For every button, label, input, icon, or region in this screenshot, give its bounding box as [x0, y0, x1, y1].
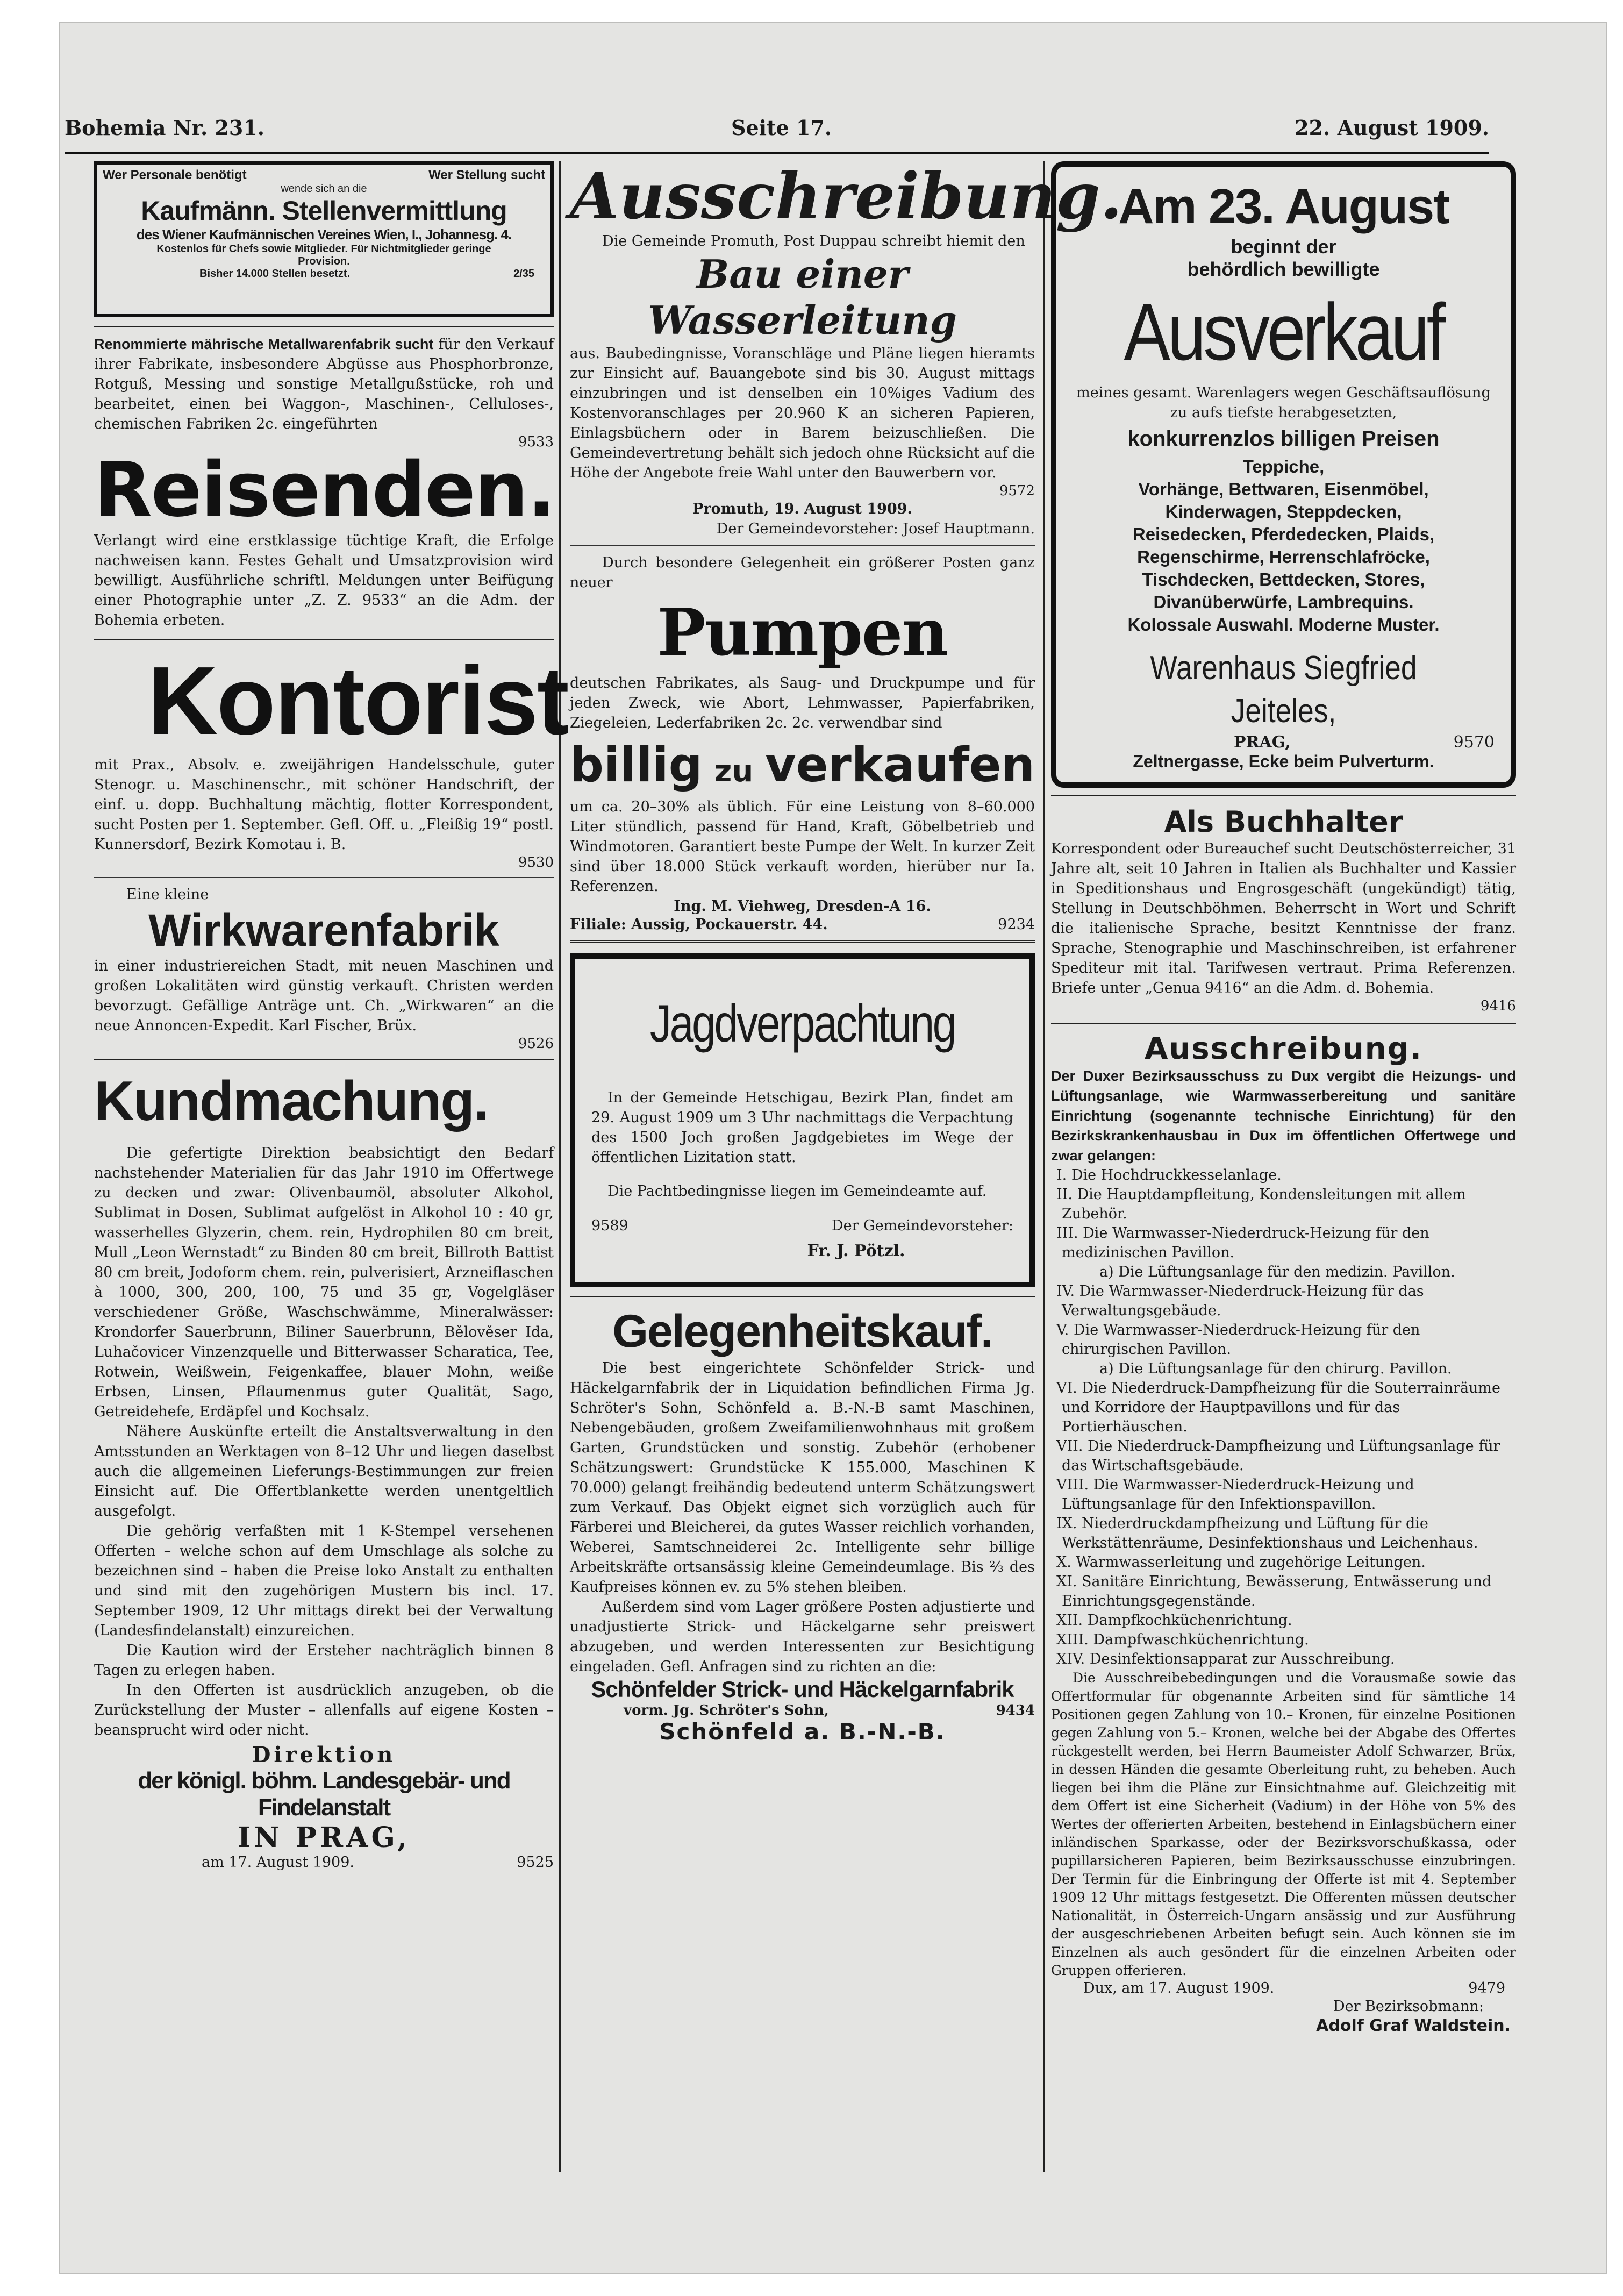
ad-text: Eine kleine [126, 886, 209, 903]
ad-signature: Der Gemeindevorsteher: [831, 1217, 1013, 1234]
ad-city: PRAG, [1234, 733, 1291, 752]
ad-text: In den Offerten ist ausdrücklich anzugeben, ob die Zurückstellung der Muster – allenfalls auf eigene Kosten – beansprucht wird oder nicht. [94, 1682, 554, 1738]
ad-number: 9570 [1453, 733, 1495, 752]
ad-number: 9416 [1480, 998, 1516, 1014]
ad-jagdverpachtung [570, 953, 1035, 1287]
header-center: Seite 17. [731, 116, 832, 140]
ad-gelegenheitskauf [570, 1304, 1035, 1745]
page-header [65, 116, 1489, 148]
ad-text: Der Duxer Bezirksausschuss zu Dux vergibt die Heizungs- und Lüftungsanlage, wie Warmwasserbereitung und sanitäre Einrichtung (sogenannte technische Einrichtung) für den Bezirkskrankenhausbau in Dux im öffentlichen Offertwege und zwar gelangen: [1051, 1068, 1516, 1164]
column-1 [94, 161, 568, 1871]
sale-item: Reisedecken, Pferdedecken, Plaids, [1132, 524, 1435, 544]
list-item: VI. Die Niederdruck-Dampfheizung für die Souterrainräume und Korridore der Hauptpavillons und für das Portierhäuschen. [1056, 1380, 1501, 1435]
list-item: III. Die Warmwasser-Niederdruck-Heizung für den medizinischen Pavillon. [1056, 1225, 1429, 1261]
ad-text: Die gefertigte Direktion beabsichtigt den Bedarf nachstehender Materialien für das Jahr 1910 im Offertwege zu decken und zwar: Olivenbaumöl, absoluter Alkohol, Sublimat in Dosen, Sublimat aufgelöst in Alkohol 10 : 40 gr, wasserhelles Glyzerin, chem. rein, Hydrophilen 80 cm breit, Mull „Leon Wernstadt“ zu Binden 80 cm breit, Billroth Battist 80 cm breit, Jodoform chem. rein, pulverisiert, Arzneiflaschen à 1000, 300, 200, 100, 75 und 35 gr, Vogelgläser verschiedener Größe, Waschschwämme, Mineralwässer: Krondorfer Sauerbrunn, Biliner Sauerbrunn, Bělověser Ida, Luhačovicer Vinzenzquelle und Bitterwasser Scharatica, Tee, Rotwein, Weißwein, Feigenkaffee, blauer Mohn, weiße Erbsen, Linsen, Pflaumenmus guter Qualität, Sago, Getreidehefe, Erdäpfel und Kochsalz. [94, 1145, 554, 1420]
ad-firm: Warenhaus Siegfried Jeiteles, [1150, 650, 1417, 730]
ad-text: des Wiener Kaufmännischen Vereines Wien, I., Johannesg. 4. [136, 226, 512, 243]
list-item: a) Die Lüftungsanlage für den chirurg. Pavillon. [1099, 1360, 1452, 1377]
ad-branch: Filiale: Aussig, Pockauerstr. 44. [570, 916, 828, 933]
column-divider-1 [559, 161, 561, 2172]
header-left: Bohemia Nr. 231. [65, 116, 265, 140]
ad-signature: Direktion [252, 1742, 396, 1767]
ad-text: Verlangt wird eine erstklassige tüchtige Kraft, die Erfolge nachweisen kann. Festes Gehalt und Umsatzprovision wird bewilligt. Ausführliche schriftl. Meldungen unter Beifügung einer Photographie unter „Z. Z. 9533“ an die Adm. der Bohemia erbeten. [94, 532, 554, 629]
ad-text: meines gesamt. Warenlagers wegen Geschäftsauflösung zu aufs tiefste herabgesetzten, [1076, 384, 1491, 421]
ad-text: Die gehörig verfaßten mit 1 K-Stempel versehenen Offerten – welche schon auf dem Umschlage als solche zu bezeichnen sind – haben die Preise loko Anstalt zu enthalten und sind mit den zugehörigen Mustern bis incl. 17. September 1909, 12 Uhr mittags direkt bei der Verwaltung (Landesfindelanstalt) einzureichen. [94, 1523, 554, 1639]
ad-text: Wer Stellung sucht [428, 168, 545, 182]
ad-date: Dux, am 17. August 1909. [1083, 1980, 1275, 1996]
ad-firm: Ing. M. Viehweg, Dresden-A 16. [674, 898, 931, 915]
ad-number: 9479 [1468, 1980, 1505, 1996]
ad-signature: Adolf Graf Waldstein. [1316, 2016, 1511, 2035]
ad-title: zu [714, 754, 754, 789]
column-divider-2 [1043, 161, 1045, 2172]
ad-wirkwarenfabrik [94, 885, 554, 1052]
ad-title: billig [570, 737, 703, 793]
sale-item: Kinderwagen, Steppdecken, [1165, 502, 1402, 522]
list-item: IV. Die Warmwasser-Niederdruck-Heizung für das Verwaltungsgebäude. [1056, 1283, 1424, 1319]
ad-ausschreibung-wasserleitung [570, 159, 1122, 539]
ad-text: Bisher 14.000 Stellen besetzt. [199, 268, 351, 280]
ad-number: 9572 [999, 483, 1035, 499]
ad-lead: Renommierte mährische Metallwarenfabrik sucht [94, 336, 434, 352]
ad-kundmachung [94, 1069, 554, 1871]
ad-text: in einer industriereichen Stadt, mit neuen Maschinen und großen Lokalitäten wird günstig verkauft. Christen werden bevorzugt. Gefällige Anträge unt. Ch. „Wirkwaren“ an die neue Annoncen-Expedit. Karl Fischer, Brüx. [94, 958, 554, 1034]
sale-item: Vorhänge, Bettwaren, Eisenmöbel, [1138, 479, 1429, 499]
ad-text: Durch besondere Gelegenheit ein größerer Posten ganz neuer [570, 554, 1035, 591]
list-item: X. Warmwasserleitung und zugehörige Leitungen. [1056, 1554, 1426, 1571]
ad-title: Kundmachung. [94, 1070, 488, 1132]
ad-title: Jagdverpachtung [649, 994, 955, 1053]
ad-place: Promuth, 19. August 1909. [692, 501, 912, 517]
ad-title: Als Buchhalter [1164, 805, 1403, 839]
list-item: VIII. Die Warmwasser-Niederdruck-Heizung und Lüftungsanlage für den Infektionspavillon. [1056, 1477, 1414, 1513]
ad-text: für den Verkauf ihrer Fabrikate, insbesondere Abgüsse aus Phosphorbronze, Rotguß, Messing und sonstige Metallgußstücke, roh und bearbeitet, einen bei Waggon-, Maschinen-, Celluloses-, chemischen Fabriken 2c. eingeführten [94, 336, 554, 432]
sale-item: Tischdecken, Bettdecken, Stores, [1142, 569, 1425, 589]
ad-title: Ausverkauf [1124, 287, 1443, 377]
list-item: XII. Dampfkochküchenrichtung. [1056, 1612, 1292, 1629]
ad-subtitle: behördlich bewilligte [1187, 258, 1380, 280]
ad-firm: Schönfelder Strick- und Häckelgarnfabrik [591, 1677, 1014, 1702]
ad-number: 9234 [998, 916, 1035, 933]
ad-text: wende sich an die [281, 183, 367, 195]
ad-number: 9530 [518, 854, 554, 871]
ad-text: Nähere Auskünfte erteilt die Anstaltsverwaltung in den Amtsstunden an Werktagen von 8–12 Uhr und liegen daselbst auch die allgemeinen Lieferungs-Bestimmungen zur freien Einsicht auf. Die Offertblankette werden unentgeltlich ausgefolgt. [94, 1423, 554, 1520]
ad-text: Die Ausschreibebedingungen und die Vorausmaße sowie das Offertformular für obgenannte Arbeiten sind für sämtliche 14 Positionen gegen Zahlung von 10.– Kronen, für einzelne Positionen gegen Zahlung von 5.– Kronen, welche bei der Abgabe des Offertes rückgestellt werden, bei Herrn Baumeister Adolf Schwarzer, Brüx, in dessen Händen die gesamte Oberleitung ruht, zu beheben. Auch liegen bei ihm die Pläne zur Einsichtnahme auf. Gleichzeitig mit dem Offert ist eine Sicherheit (Vadium) in der Höhe von 5% des Wertes der offerierten Arbeiten, bestehend in Einlagsbüchern einer inländischen Sparkasse, oder der Bezirksvorschußkassa, oder pupillarsicheren Papieren, beim Bezirksausschusse einzubringen. Der Termin für die Einbringung der Offerte ist mit 4. September 1909 12 Uhr mittags festgesetzt. Die Offerenten müssen deutscher Nationalität, in Österreich-Ungarn ansässig und zur Ausführung der ausgeschriebenen Arbeiten befugt sein. Auch können sie im Einzelnen als auch gesöndert für die einzelnen Arbeiten oder Gruppen offerieren. [1051, 1670, 1516, 1978]
ad-buchhalter [1051, 805, 1516, 1014]
header-right: 22. August 1909. [1295, 116, 1489, 140]
sale-item: Regenschirme, Herrenschlafröcke, [1137, 547, 1430, 567]
ad-number: 9434 [996, 1702, 1035, 1719]
ad-subtitle: Bau einer Wasserleitung [648, 251, 957, 343]
ad-signature: Fr. J. Pötzl. [807, 1242, 905, 1260]
list-item: XIII. Dampfwaschküchenrichtung. [1056, 1631, 1309, 1648]
list-item: VII. Die Niederdruck-Dampfheizung und Lüftungsanlage für das Wirtschaftsgebäude. [1056, 1438, 1500, 1474]
ad-text: aus. Baubedingnisse, Voranschläge und Pläne liegen hieramts zur Einsicht auf. Bauangebote sind bis 30. August mittags einzubringen und ist denselben ein 10%iges Vadium des Kostenvoranschlages per 20.960 K an sicheren Papieren, Einlagsbüchern oder in Barem beizuschließen. Die Gemeindevertretung behält sich jedoch ohne Rücksicht auf die Höhe der Angebote freie Wahl unter den Bauwerbern vor. [570, 345, 1035, 481]
ad-text: mit Prax., Absolv. e. zweijährigen Handelsschule, guter Stenogr. u. Maschinenschr., mit schöner Handschrift, der einf. u. dopp. Buchhaltung mächtig, flotter Korrespondent, sucht Posten per 1. September. Gefl. Off. u. „Fleißig 19“ postl. Kunnersdorf, Bezirk Komotau i. B. [94, 757, 554, 853]
ad-signature: IN PRAG, [237, 1821, 411, 1854]
ad-date: am 17. August 1909. [202, 1854, 354, 1871]
list-item: XIV. Desinfektionsapparat zur Ausschreibung. [1056, 1651, 1395, 1667]
ad-text: Kostenlos für Chefs sowie Mitglieder. Für Nichtmitglieder geringe Provision. [156, 243, 491, 267]
ad-text: Die Kaution wird der Ersteher nachträglich binnen 8 Tagen zu erlegen haben. [94, 1642, 554, 1679]
column-3 [1051, 161, 1516, 2035]
ad-ausschreibung-dux [1051, 1031, 1516, 2035]
ad-metallwarenfabrik [94, 334, 554, 630]
ad-text: Wer Personale benötigt [103, 168, 247, 182]
header-rule [65, 152, 1489, 154]
sale-item: Kolossale Auswahl. Moderne Muster. [1127, 615, 1440, 634]
list-item: V. Die Warmwasser-Niederdruck-Heizung für den chirurgischen Pavillon. [1056, 1322, 1420, 1358]
ad-subtitle: beginnt der [1231, 236, 1336, 258]
ad-signature: Der Bezirksobmann: [1333, 1998, 1484, 2015]
ad-lead: konkurrenzlos billigen Preisen [1127, 427, 1440, 451]
ad-number: 2/35 [513, 268, 534, 280]
ad-title: verkaufen [765, 737, 1035, 793]
sale-item: Teppiche, [1242, 457, 1325, 476]
ad-signature: der königl. böhm. Landesgebär- und Findelanstalt [138, 1767, 510, 1821]
ad-title: Ausschreibung. [1145, 1031, 1422, 1066]
ad-kontorist [94, 647, 568, 871]
ad-ausverkauf [1051, 161, 1516, 788]
ad-pumpen [570, 553, 1035, 933]
ad-text: Außerdem sind vom Lager größere Posten adjustierte und unadjustierte Strick- und Häckelgarne sehr preiswert abzugeben, und werden Interessenten zur Besichtigung eingeladen. Gefl. Anfragen sind zu richten an die: [570, 1599, 1035, 1675]
ad-title: Am 23. August [1118, 179, 1449, 234]
sale-item: Divanüberwürfe, Lambrequins. [1153, 592, 1414, 612]
ad-text: Die best eingerichtete Schönfelder Strick- und Häckelgarnfabrik der in Liquidation befindlichen Firma Jg. Schröter's Sohn, Schönfeld a. B.-N.-B samt Maschinen, Nebengebäuden, großem Zweifamilienwohnhaus mit großem Garten, Grundstücken und sonstig. Zubehör (erhobener Schätzungswert: Grundstücke K 155.000, Maschinen K 70.000) gelangt freihändig bedeutend unterm Schätzungswert zum Verkauf. Das Objekt eignet sich vorzüglich auch für Färberei und Bleicherei, da gutes Wasser reichlich vorhanden, Weberei, Samtschneiderei 2c. Intelligente sehr billige Arbeitskräfte ortsansässig kleine Gemeindeumlage. Bis ⅔ des Kaufpreises können ev. zu 5% stehen bleiben. [570, 1360, 1035, 1595]
ad-title: Wirkwarenfabrik [148, 905, 499, 956]
list-item: IX. Niederdruckdampfheizung und Lüftung für die Werkstättenräume, Desinfektionshaus und Leichenhaus. [1056, 1515, 1478, 1551]
ad-place: Schönfeld a. B.-N.-B. [659, 1719, 946, 1745]
ad-text: Korrespondent oder Bureauchef sucht Deutschösterreicher, 31 Jahre alt, seit 10 Jahren in Italien als Buchhalter und Kassier in Speditionshaus und Engrosgeschäft (ungekündigt) tätig, Stellung in Deutschböhmen. Beherrscht in Wort und Schrift die italienische Sprache, besitzt Kenntnisse der franz. Sprache, Stenographie und Maschinschreiben, ist erfahrener Spediteur mit ital. Tarifwesen vertraut. Prima Referenzen. Briefe unter „Genua 9416“ an die Adm. d. Bohemia. [1051, 840, 1516, 996]
column-2 [570, 159, 1122, 1745]
ad-title: Reisenden. [94, 446, 555, 534]
sale-items-list [1073, 455, 1495, 636]
list-item: II. Die Hauptdampfleitung, Kondensleitungen mit allem Zubehör. [1056, 1186, 1466, 1222]
ad-address: Zeltnergasse, Ecke beim Pulverturm. [1133, 752, 1434, 771]
ad-kaufm-stellenvermittlung [94, 161, 554, 317]
ad-text: Die Gemeinde Promuth, Post Duppau schreibt hiemit den [602, 233, 1025, 249]
ad-signature: Der Gemeindevorsteher: Josef Hauptmann. [716, 520, 1035, 537]
ad-text: um ca. 20–30% als üblich. Für eine Leistung von 8–60.000 Liter stündlich, passend für Hand, Kraft, Göbelbetrieb und Windmotoren. Garantiert beste Pumpe der Welt. In kurzer Zeit sind über 18.000 Stück verkauft worden, hierüber nur Ia. Referenzen. [570, 798, 1035, 895]
ad-number: 9525 [517, 1854, 554, 1871]
dux-items-list [1051, 1166, 1516, 1669]
ad-text: deutschen Fabrikates, als Saug- und Druckpumpe und für jeden Zweck, wie Abort, Lehmwasser, Papierfabriken, Ziegeleien, Lederfabriken 2c. 2c. verwendbar sind [570, 675, 1035, 731]
ad-number: 9533 [518, 434, 554, 450]
ad-text: In der Gemeinde Hetschigau, Bezirk Plan, findet am 29. August 1909 um 3 Uhr nachmittags die Verpachtung des 1500 Joch großen Jagdgebietes im Wege der öffentlichen Lizitation statt. [591, 1089, 1013, 1166]
ad-number: 9526 [518, 1036, 554, 1052]
ad-title: Ausschreibung. [570, 159, 1122, 233]
list-item: I. Die Hochdruckkesselanlage. [1056, 1167, 1282, 1183]
ad-text: Die Pachtbedingnisse liegen im Gemeindeamte auf. [607, 1183, 987, 1200]
ad-firm: vorm. Jg. Schröter's Sohn, [624, 1702, 829, 1719]
ad-title: Gelegenheitskauf. [612, 1306, 992, 1357]
ad-title: Kaufmänn. Stellenvermittlung [141, 196, 507, 226]
list-item: a) Die Lüftungsanlage für den medizin. Pavillon. [1099, 1264, 1455, 1280]
ad-number: 9589 [591, 1217, 628, 1234]
ad-title: Pumpen [657, 595, 948, 671]
list-item: XI. Sanitäre Einrichtung, Bewässerung, Entwässerung und Einrichtungsgegenstände. [1056, 1573, 1492, 1609]
ad-title: Kontorist [148, 647, 568, 755]
